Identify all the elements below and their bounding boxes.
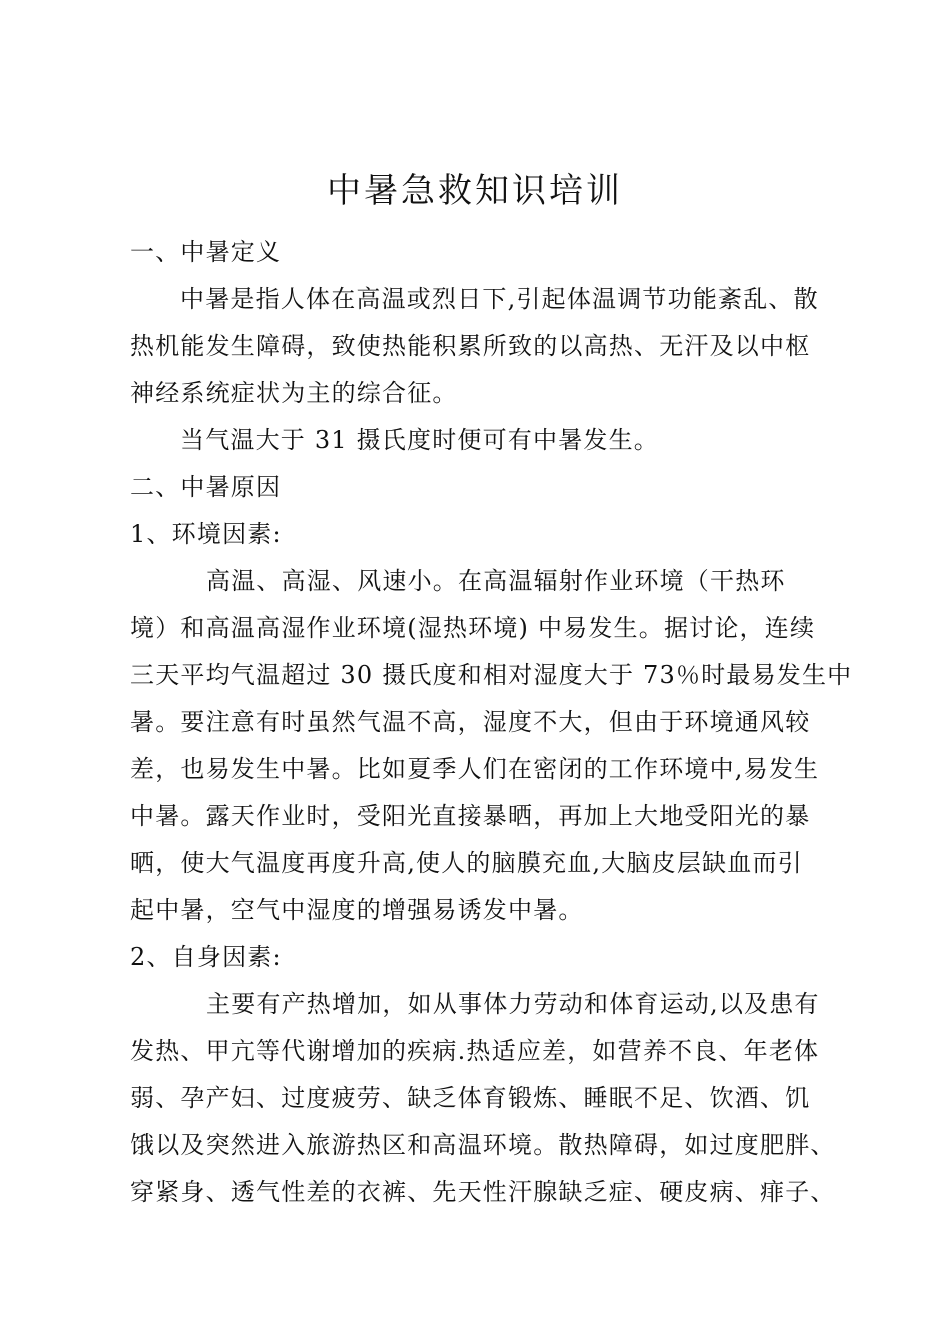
text-line: 中暑是指人体在高温或烈日下,引起体温调节功能紊乱、散	[180, 285, 819, 313]
text-line: 2、自身因素:	[130, 943, 282, 971]
text-line: 中暑。露天作业时，受阳光直接暴晒，再加上大地受阳光的暴	[130, 802, 811, 830]
text-line: 三天平均气温超过 30 摄氏度和相对湿度大于 73％时最易发生中	[130, 661, 853, 689]
text-line: 热机能发生障碍，致使热能积累所致的以高热、无汗及以中枢	[130, 332, 811, 360]
text-line: 穿紧身、透气性差的衣裤、先天性汗腺缺乏症、硬皮病、痱子、	[130, 1178, 836, 1206]
text-line: 起中暑，空气中湿度的增强易诱发中暑。	[130, 896, 584, 924]
text-line: 神经系统症状为主的综合征。	[130, 379, 458, 407]
text-line: 差，也易发生中暑。比如夏季人们在密闭的工作环境中,易发生	[130, 755, 820, 783]
text-line: 一、中暑定义	[130, 238, 282, 266]
text-line: 饿以及突然进入旅游热区和高温环境。散热障碍，如过度肥胖、	[130, 1131, 836, 1159]
text-line: 晒，使大气温度再度升高,使人的脑膜充血,大脑皮层缺血而引	[130, 849, 803, 877]
text-line: 高温、高湿、风速小。在高温辐射作业环境（干热环	[206, 567, 786, 595]
document-body	[130, 229, 853, 1216]
text-line: 1、环境因素:	[130, 520, 282, 548]
text-line: 发热、甲亢等代谢增加的疾病.热适应差，如营养不良、年老体	[130, 1037, 820, 1065]
text-line: 主要有产热增加，如从事体力劳动和体育运动,以及患有	[206, 990, 820, 1018]
text-line: 弱、孕产妇、过度疲劳、缺乏体育锻炼、睡眠不足、饮酒、饥	[130, 1084, 811, 1112]
text-line: 暑。要注意有时虽然气温不高，湿度不大，但由于环境通风较	[130, 708, 811, 736]
text-line: 境）和高温高湿作业环境(湿热环境) 中易发生。据讨论，连续	[130, 614, 816, 642]
text-line: 二、中暑原因	[130, 473, 282, 501]
document-title: 中暑急救知识培训	[327, 171, 623, 211]
text-line: 当气温大于 31 摄氏度时便可有中暑发生。	[180, 426, 659, 454]
